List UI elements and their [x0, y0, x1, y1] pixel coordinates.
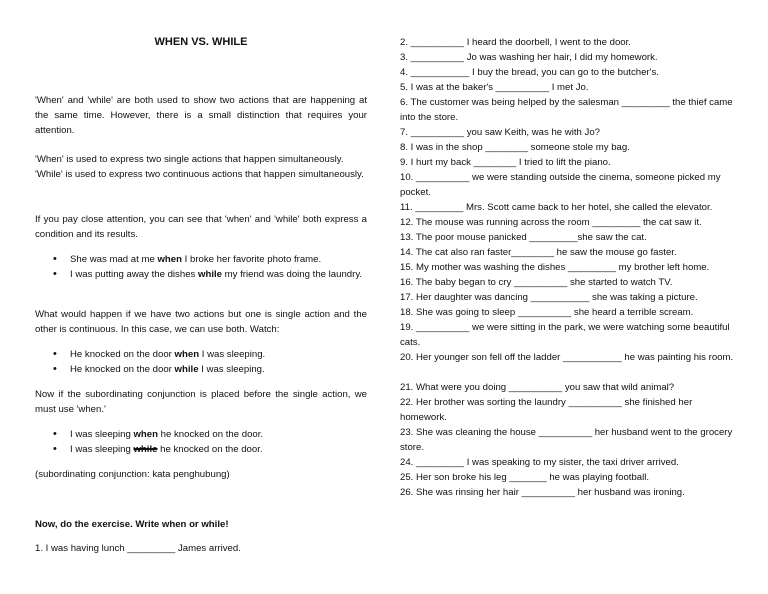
note: (subordinating conjunction: kata penghubung) — [35, 469, 230, 480]
question-item: 15. My mother was washing the dishes _________ my brother left home. — [400, 262, 710, 273]
question-item: 12. The mouse was running across the room _________ the cat saw it. — [400, 217, 702, 228]
list-item: • I was putting away the dishes while my friend was doing the laundry. — [53, 267, 370, 282]
question-item: 13. The poor mouse panicked _________she saw the cat. — [400, 232, 647, 243]
question-item: 14. The cat also ran faster________ he saw the mouse go faster. — [400, 247, 677, 258]
list-item: • He knocked on the door when I was sleeping. — [53, 347, 370, 362]
intro-paragraph: 'When' and 'while' are both used to show two actions that are happening at the same time. However, there is a small distinction that requires your attention. — [35, 95, 367, 136]
question-item: 24. _________ I was speaking to my sister, the taxi driver arrived. — [400, 457, 679, 468]
list-item: • I was sleeping while he knocked on the door. — [53, 442, 370, 457]
question-item: 6. The customer was being helped by the salesman _________ the thief came into the store. — [400, 97, 733, 123]
question-item: 16. The baby began to cry __________ she started to watch TV. — [400, 277, 673, 288]
question-item: 8. I was in the shop ________ someone stole my bag. — [400, 142, 630, 153]
question-1: 1. I was having lunch _________ James arrived. — [35, 543, 241, 554]
question-item: 11. _________ Mrs. Scott came back to her hotel, she called the elevator. — [400, 202, 713, 213]
question-item: 5. I was at the baker's __________ I met Jo. — [400, 82, 589, 93]
question-item: 21. What were you doing __________ you saw that wild animal? — [400, 382, 675, 393]
question-item: 2. __________ I heard the doorbell, I went to the door. — [400, 37, 631, 48]
question-item: 18. She was going to sleep __________ she heard a terrible scream. — [400, 307, 694, 318]
question-item: 17. Her daughter was dancing ___________ she was taking a picture. — [400, 292, 698, 303]
question-item: 20. Her younger son fell off the ladder ___________ he was painting his room. — [400, 352, 734, 363]
question-item: 10. __________ we were standing outside the cinema, someone picked my pocket. — [400, 172, 721, 198]
question-item: 4. ___________ I buy the bread, you can go to the butcher's. — [400, 67, 659, 78]
page-title: WHEN VS. WHILE — [154, 36, 248, 48]
question-item: 22. Her brother was sorting the laundry __________ she finished her homework. — [400, 397, 693, 423]
both-paragraph: What would happen if we have two actions but one is single action and the other is continuous. In this case, we can use both. Watch: — [35, 309, 367, 335]
question-item: 26. She was rinsing her hair __________ her husband was ironing. — [400, 487, 685, 498]
question-item: 19. __________ we were sitting in the park, we were watching some beautiful cats. — [400, 322, 730, 348]
list-item: • He knocked on the door while I was sleeping. — [53, 362, 370, 377]
question-item: 3. __________ Jo was washing her hair, I did my homework. — [400, 52, 658, 63]
question-item: 9. I hurt my back ________ I tried to lift the piano. — [400, 157, 611, 168]
definition-when: 'When' is used to express two single actions that happen simultaneously. — [35, 154, 344, 165]
attention-paragraph: If you pay close attention, you can see that 'when' and 'while' both express a condition and its results. — [35, 214, 367, 240]
question-item: 25. Her son broke his leg _______ he was playing football. — [400, 472, 650, 483]
subordinating-paragraph: Now if the subordinating conjunction is placed before the single action, we must use 'when.' — [35, 389, 367, 415]
struck-word: while — [133, 444, 158, 455]
definition-while: 'While' is used to express two continuous actions that happen simultaneously. — [35, 169, 364, 180]
question-item: 23. She was cleaning the house __________ her husband went to the grocery store. — [400, 427, 733, 453]
list-item: • She was mad at me when I broke her favorite photo frame. — [53, 252, 370, 267]
exercise-heading: Now, do the exercise. Write when or while! — [35, 519, 229, 530]
list-item: • I was sleeping when he knocked on the door. — [53, 427, 370, 442]
question-item: 7. __________ you saw Keith, was he with Jo? — [400, 127, 601, 138]
